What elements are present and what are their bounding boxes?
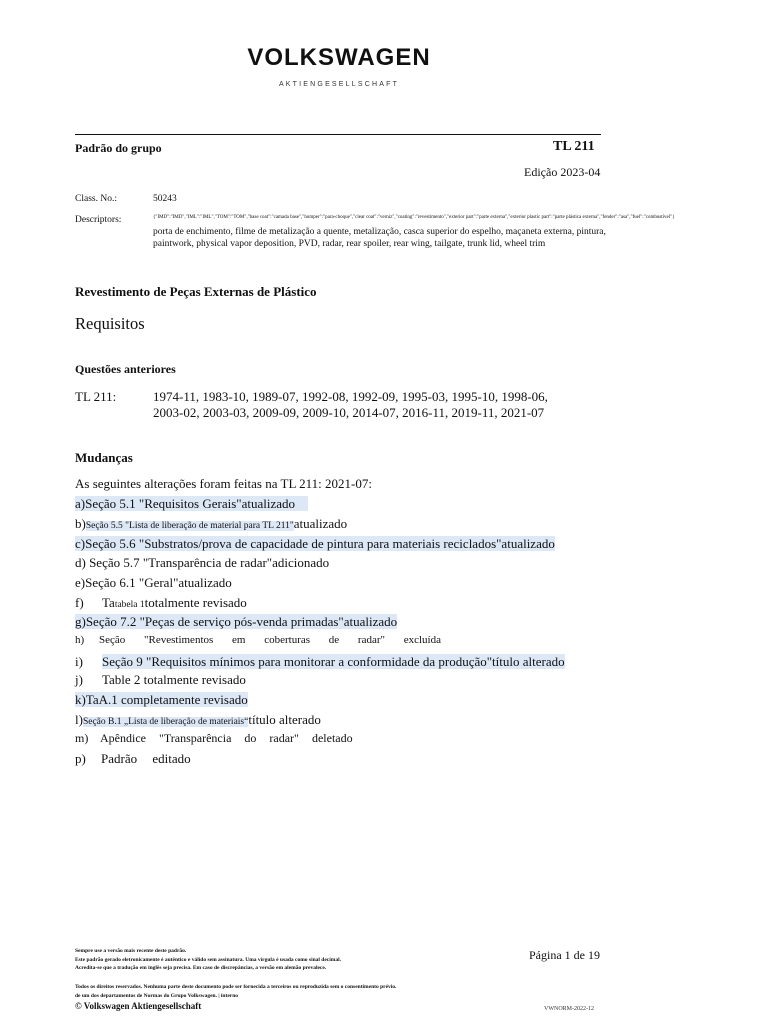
change-item-p-prefix: p) — [75, 751, 86, 766]
previous-heading: Questões anteriores — [75, 362, 176, 376]
descriptors-line-3: paintwork, physical vapor deposition, PVD, radar, rear spoiler, rear wing, tailgate, trunk lid, wheel trim — [153, 239, 546, 249]
change-item-l-rest: título alterado — [248, 712, 321, 727]
change-item-h-text: Seção "Revestimentos em coberturas de radar" excluída — [99, 634, 441, 646]
descriptors-line-1: {"IMD":"IMD","IML":"IML","TOM":"TOM","base coat":"camada base","bumper":"para-choque","clear coat":"verniz","coating":"revestimento","exterior part":"parte externa","exterior plastic part":"parte plástica externa","fender":"asa","fuel":"combustível"} — [153, 215, 675, 220]
footer-rights-2: de um dos departamentos de Normas do Grupo Volkswagen. | interno — [75, 992, 239, 999]
change-item-f-rest: totalmente revisado — [144, 595, 247, 610]
change-item-j — [75, 672, 246, 688]
edition: Edição 2023-04 — [524, 165, 601, 179]
standard-label: Padrão do grupo — [75, 141, 162, 155]
change-item-k — [75, 692, 248, 708]
change-item-g — [75, 614, 397, 630]
change-item-b — [75, 516, 347, 532]
change-item-l-small: Seção B.1 „Lista de liberação de materiais“ — [82, 717, 249, 727]
change-item-i-prefix: i) — [75, 654, 83, 669]
change-item-m — [75, 731, 353, 746]
change-item-d: d) Seção 5.7 "Transparência de radar"adicionado — [75, 555, 330, 570]
previous-label: TL 211: — [75, 389, 117, 404]
change-item-l — [75, 712, 321, 728]
change-item-m-text: Apêndice "Transparência do radar" deletado — [100, 731, 353, 745]
change-item-c-text: c)Seção 5.6 "Substratos/prova de capacidade de pintura para materiais reciclados"atualizado — [75, 536, 555, 551]
change-item-e: e)Seção 6.1 "Geral"atualizado — [75, 575, 232, 590]
form-code: VWNORM-2022-12 — [544, 1006, 594, 1012]
change-item-p — [75, 751, 191, 767]
change-item-h — [75, 634, 441, 646]
footer-copyright: © Volkswagen Aktiengesellschaft — [75, 1001, 202, 1011]
change-item-j-text: Table 2 totalmente revisado — [102, 672, 246, 687]
previous-line-2: 2003-02, 2003-03, 2009-09, 2009-10, 2014-07, 2016-11, 2019-11, 2021-07 — [153, 405, 545, 420]
change-item-f-ta: Ta — [102, 595, 115, 610]
header-rule — [75, 134, 601, 135]
changes-heading: Mudanças — [75, 450, 133, 465]
class-label: Class. No.: — [75, 194, 117, 204]
footer-note-3: Acredita-se que a tradução em inglês seja precisa. Em caso de discrepâncias, a versão em alemão prevalece. — [75, 965, 327, 971]
change-item-i-text: Seção 9 "Requisitos mínimos para monitorar a conformidade da produção"título alterado — [102, 654, 565, 669]
change-item-p-text: Padrão editado — [101, 751, 191, 766]
change-item-h-prefix: h) — [75, 634, 85, 646]
standard-number: TL 211 — [553, 139, 595, 154]
change-item-m-prefix: m) — [75, 731, 89, 745]
class-value: 50243 — [153, 194, 177, 204]
change-item-c — [75, 536, 555, 552]
page-number: Página 1 de 19 — [529, 948, 600, 962]
change-item-b-rest: atualizado — [293, 516, 348, 531]
document-subtitle: Requisitos — [75, 314, 145, 333]
footer-note-1: Sempre use a versão mais recente deste padrão. — [75, 948, 187, 954]
footer-notes — [75, 947, 341, 973]
change-item-f-prefix: f) — [75, 595, 84, 610]
footer-rights-1: Todos os direitos reservados. Nenhuma parte deste documento pode ser fornecida a terceiros ou reproduzida sem o consentimento prévio. — [75, 984, 397, 990]
descriptors-label: Descriptors: — [75, 215, 122, 225]
footer-rights — [75, 983, 396, 1000]
change-item-a — [75, 496, 308, 512]
footer-note-2: Este padrão gerado eletronicamente é autêntico e válido sem assinatura. Uma vírgula é usada como sinal decimal. — [75, 956, 342, 963]
change-item-i — [75, 654, 565, 670]
change-item-f — [75, 595, 247, 611]
change-item-g-text: g)Seção 7.2 "Peças de serviço pós-venda primadas"atualizado — [75, 614, 398, 629]
change-item-b-small: Seção 5.5 "Lista de liberação de material para TL 211" — [85, 521, 294, 531]
change-item-a-text: a)Seção 5.1 "Requisitos Gerais"atualizado — [75, 496, 295, 511]
brand-subtitle: AKTIENGESELLSCHAFT — [278, 81, 400, 88]
change-item-k-text: k)TaA.1 completamente revisado — [75, 692, 248, 707]
previous-line-1: 1974-11, 1983-10, 1989-07, 1992-08, 1992-09, 1995-03, 1995-10, 1998-06, — [153, 389, 548, 404]
descriptors-line-2: porta de enchimento, filme de metalização a quente, metalização, casca superior do espelho, maçaneta externa, pintura, — [153, 227, 606, 237]
change-item-j-prefix: j) — [75, 672, 83, 687]
brand-logo: VOLKSWAGEN — [247, 44, 431, 71]
changes-intro: As seguintes alterações foram feitas na TL 211: 2021-07: — [75, 476, 372, 491]
change-item-l-prefix: l) — [75, 712, 83, 727]
change-item-b-prefix: b) — [75, 516, 86, 531]
change-item-f-small: tabela 1 — [114, 600, 145, 610]
document-title: Revestimento de Peças Externas de Plástico — [75, 284, 317, 299]
